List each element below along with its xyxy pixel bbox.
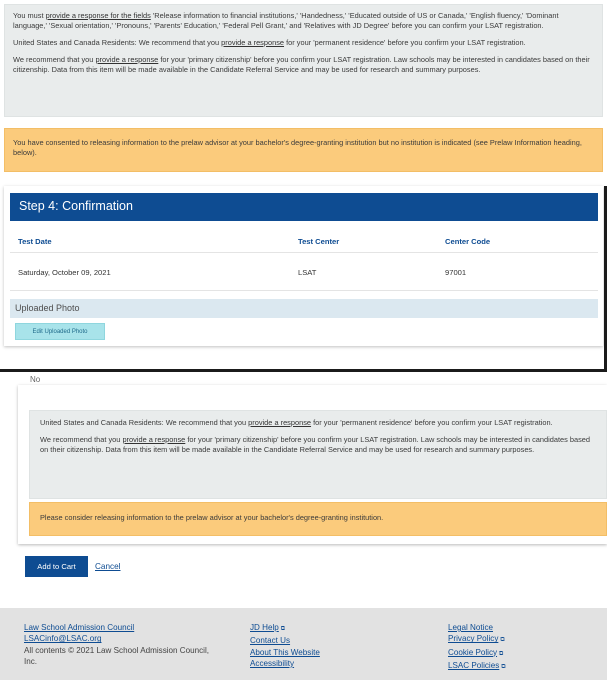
permanent-residence-message: United States and Canada Residents: We recommend that you provide a response for your 'permanent residence' before you confirm your LSAT registration. [40,418,553,427]
provide-response-fields-link[interactable]: provide a response for the fields [45,11,151,20]
confirmation-panel-bottom [0,376,607,680]
answer-no-text: No [30,375,41,384]
required-fields-alert [4,4,603,117]
footer-col-help [250,622,320,669]
header-test-date: Test Date [18,237,52,246]
uploaded-photo-section: Uploaded Photo [10,299,598,318]
cell-test-center: LSAT [298,268,317,277]
external-link-icon: ⧉ [499,650,504,657]
footer-lsac-policies-link[interactable]: LSAC Policies ⧉ [448,660,506,673]
prelaw-release-warning: Please consider releasing information to the prelaw advisor at your bachelor's degree-granting institution. [29,502,607,536]
external-link-icon: ⧉ [280,626,286,632]
provide-response-residence-link[interactable]: provide a response [221,37,285,47]
footer-about-link[interactable]: About This Website [250,647,320,657]
footer-legal-notice-link[interactable]: Legal Notice [448,623,493,632]
footer-org-link[interactable]: Law School Admission Council [24,623,135,632]
footer-email-link[interactable]: LSACinfo@LSAC.org [24,634,102,644]
header-center-code: Center Code [445,237,491,246]
provide-response-residence-link[interactable]: provide a response [248,418,312,427]
permanent-residence-message: United States and Canada Residents: We recommend that you provide a response for your 'permanent residence' before you confirm your LSAT registration. [13,37,526,47]
external-link-icon: ⧉ [500,637,505,644]
table-divider [10,252,598,253]
footer-privacy-policy-link[interactable]: Privacy Policy ⧉ [448,633,506,646]
footer-col-org [24,622,224,667]
table-divider [10,290,598,291]
footer-col-legal [448,622,506,673]
provide-response-citizenship-link[interactable]: provide a response [122,434,186,444]
edit-uploaded-photo-button[interactable]: Edit Uploaded Photo [15,323,105,340]
cell-test-date: Saturday, October 09, 2021 [18,268,111,277]
footer-contact-us-link[interactable]: Contact Us [250,636,291,646]
citizenship-message: We recommend that you provide a response for your 'primary citizenship' before you confirm your LSAT registration. Law schools may be interested in candidates based on their citizenship. Data from this item will be made available in the Candidate Referral Service and may be used for research and summary purposes. [40,434,591,454]
cell-center-code: 97001 [445,268,467,277]
confirmation-card [4,186,603,346]
step-title: Step 4: Confirmation [10,193,598,221]
recommendation-alert [29,410,607,499]
prelaw-consent-warning: You have consented to releasing information to the prelaw advisor at your bachelor's degree-granting institution but no institution is indicated (see Prelaw Information heading, below). [4,128,603,172]
footer-accessibility-link[interactable]: Accessibility [250,658,295,668]
header-test-center: Test Center [298,237,340,246]
provide-response-citizenship-link[interactable]: provide a response [95,54,159,64]
footer-jd-help-link[interactable]: JD Help ⧉ [250,622,320,635]
citizenship-message: We recommend that you provide a response for your 'primary citizenship' before you confirm your LSAT registration. Law schools may be interested in candidates based on their citizenship. Data from this item will be made available in the Candidate Referral Service and may be used for research and summary purposes. [13,54,590,74]
alerts-card [18,385,607,544]
external-link-icon: ⧉ [501,663,506,670]
required-fields-message: You must provide a response for the fields 'Release information to financial institutions,' 'Handedness,' 'Educated outside of US or Canada,' 'English fluency,' 'Dominant language,' 'Sexual orientation,' 'Pronouns,' 'Parents' Education,' 'Federal Pell Grant,' and 'Relatives with JD Degree' before you can confirm your LSAT registration. [13,11,559,30]
footer-copyright: All contents © 2021 Law School Admission Council, Inc. [24,645,210,666]
cancel-link[interactable]: Cancel [95,562,121,571]
add-to-cart-button[interactable]: Add to Cart [25,556,88,577]
footer-cookie-policy-link[interactable]: Cookie Policy ⧉ [448,647,506,660]
site-footer [0,608,607,680]
